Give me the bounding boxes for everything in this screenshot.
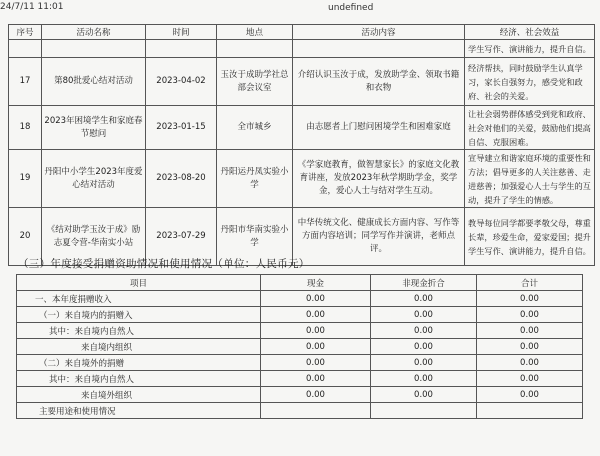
activity-no: 20 bbox=[9, 208, 42, 266]
col-header-name: 活动名称 bbox=[42, 25, 146, 40]
donation-cash: 0.00 bbox=[261, 387, 371, 403]
activity-row bbox=[9, 58, 595, 106]
activity-content: 由志愿者上门慰问困境学生和困难家庭 bbox=[293, 106, 465, 150]
activity-effect: 经济帮扶，同时鼓励学生认真学习，家长自强努力，感受党和政府、社会的关爱。 bbox=[465, 58, 595, 106]
donation-total: 0.00 bbox=[477, 291, 583, 307]
donation-row bbox=[17, 403, 583, 419]
donation-total: 0.00 bbox=[477, 387, 583, 403]
print-datetime: 24/7/11 11:01 bbox=[0, 2, 64, 12]
donation-label: 其中：来自境内自然人 bbox=[17, 371, 261, 387]
activity-name: 《结对助学玉汝于成》励志夏令营-华南实小站 bbox=[42, 208, 146, 266]
donation-total: 0.00 bbox=[477, 323, 583, 339]
donation-label: （二）来自境外的捐赠 bbox=[17, 355, 261, 371]
activity-no: 18 bbox=[9, 106, 42, 150]
donation-row bbox=[17, 339, 583, 355]
donation-noncash: 0.00 bbox=[371, 355, 477, 371]
activity-place: 丹阳市华南实验小学 bbox=[217, 208, 293, 266]
donation-noncash: 0.00 bbox=[371, 323, 477, 339]
col-header-date: 时间 bbox=[146, 25, 217, 40]
activity-row bbox=[9, 106, 595, 150]
donation-total: 0.00 bbox=[477, 339, 583, 355]
donation-label: （一）来自境内的捐赠入 bbox=[17, 307, 261, 323]
donation-label: 来自境内组织 bbox=[17, 339, 261, 355]
print-title: undefined bbox=[328, 3, 374, 13]
donation-row bbox=[17, 371, 583, 387]
donation-label: 主要用途和使用情况 bbox=[17, 403, 261, 419]
donation-noncash: 0.00 bbox=[371, 387, 477, 403]
donation-total bbox=[477, 403, 583, 419]
activity-header-row bbox=[9, 25, 595, 40]
carryover-row bbox=[9, 40, 595, 58]
col-header-cash: 现金 bbox=[261, 275, 371, 291]
activity-no: 19 bbox=[9, 150, 42, 208]
activity-no: 17 bbox=[9, 58, 42, 106]
donation-total: 0.00 bbox=[477, 355, 583, 371]
col-header-effect: 经济、社会效益 bbox=[465, 25, 595, 40]
donation-cash: 0.00 bbox=[261, 371, 371, 387]
activity-date: 2023-07-29 bbox=[146, 208, 217, 266]
donation-noncash: 0.00 bbox=[371, 291, 477, 307]
activity-date: 2023-04-02 bbox=[146, 58, 217, 106]
donation-row bbox=[17, 291, 583, 307]
donation-cash: 0.00 bbox=[261, 355, 371, 371]
donation-noncash: 0.00 bbox=[371, 371, 477, 387]
donation-total: 0.00 bbox=[477, 371, 583, 387]
col-header-no: 序号 bbox=[9, 25, 42, 40]
activity-place: 玉汝于成助学社总部会议室 bbox=[217, 58, 293, 106]
activity-effect: 教导每位同学都要孝敬父母，尊重长辈，珍爱生命，爱家爱国；提升学生写作、演讲能力，提升自信。 bbox=[465, 208, 595, 266]
donation-table bbox=[16, 274, 583, 419]
activity-row bbox=[9, 150, 595, 208]
donation-label: 其中：来自境内自然人 bbox=[17, 323, 261, 339]
activity-name: 第80批爱心结对活动 bbox=[42, 58, 146, 106]
col-header-item: 项目 bbox=[17, 275, 261, 291]
activity-table bbox=[8, 24, 595, 266]
col-header-content: 活动内容 bbox=[293, 25, 465, 40]
donation-header-row bbox=[17, 275, 583, 291]
donation-label: 来自境外组织 bbox=[17, 387, 261, 403]
donation-noncash: 0.00 bbox=[371, 339, 477, 355]
donation-cash bbox=[261, 403, 371, 419]
donation-cash: 0.00 bbox=[261, 291, 371, 307]
donation-cash: 0.00 bbox=[261, 339, 371, 355]
activity-name: 2023年困境学生和家庭春节慰问 bbox=[42, 106, 146, 150]
section-title: （三）年度接受捐赠资助情况和使用情况（单位：人民币元） bbox=[18, 258, 310, 270]
col-header-total: 合计 bbox=[477, 275, 583, 291]
activity-content: 《学家庭教育，做智慧家长》的家庭文化教育讲座，发放2023年秋学期助学金，奖学金，爱心人士与结对学生互动。 bbox=[293, 150, 465, 208]
activity-name: 丹阳中小学生2023年度爱心结对活动 bbox=[42, 150, 146, 208]
activity-place: 丹阳运丹凤实验小学 bbox=[217, 150, 293, 208]
activity-date: 2023-01-15 bbox=[146, 106, 217, 150]
donation-cash: 0.00 bbox=[261, 323, 371, 339]
activity-place: 全市城乡 bbox=[217, 106, 293, 150]
donation-row bbox=[17, 355, 583, 371]
col-header-noncash: 非现金折合 bbox=[371, 275, 477, 291]
donation-noncash: 0.00 bbox=[371, 307, 477, 323]
activity-content: 中华传统文化、健康成长方面内容、写作等方面内容培训；同学写作并演讲，老师点评。 bbox=[293, 208, 465, 266]
activity-content: 介绍认识玉汝于成，发放助学金、领取书籍和衣物 bbox=[293, 58, 465, 106]
donation-label: 一、本年度捐赠收入 bbox=[17, 291, 261, 307]
carryover-effect: 学生写作、演讲能力，提升自信。 bbox=[465, 40, 595, 58]
donation-row bbox=[17, 307, 583, 323]
donation-cash: 0.00 bbox=[261, 307, 371, 323]
donation-row bbox=[17, 323, 583, 339]
activity-effect: 宣导建立和谐家庭环境的重要性和方法；倡导更多的人关注慈善、走进慈善；加强爱心人士与学生的互动，提升了学生的情感。 bbox=[465, 150, 595, 208]
donation-row bbox=[17, 387, 583, 403]
activity-effect: 让社会弱势群体感受到党和政府、社会对他们的关爱，鼓励他们提高自信、克服困难。 bbox=[465, 106, 595, 150]
col-header-place: 地点 bbox=[217, 25, 293, 40]
activity-date: 2023-08-20 bbox=[146, 150, 217, 208]
donation-total: 0.00 bbox=[477, 307, 583, 323]
donation-noncash bbox=[371, 403, 477, 419]
